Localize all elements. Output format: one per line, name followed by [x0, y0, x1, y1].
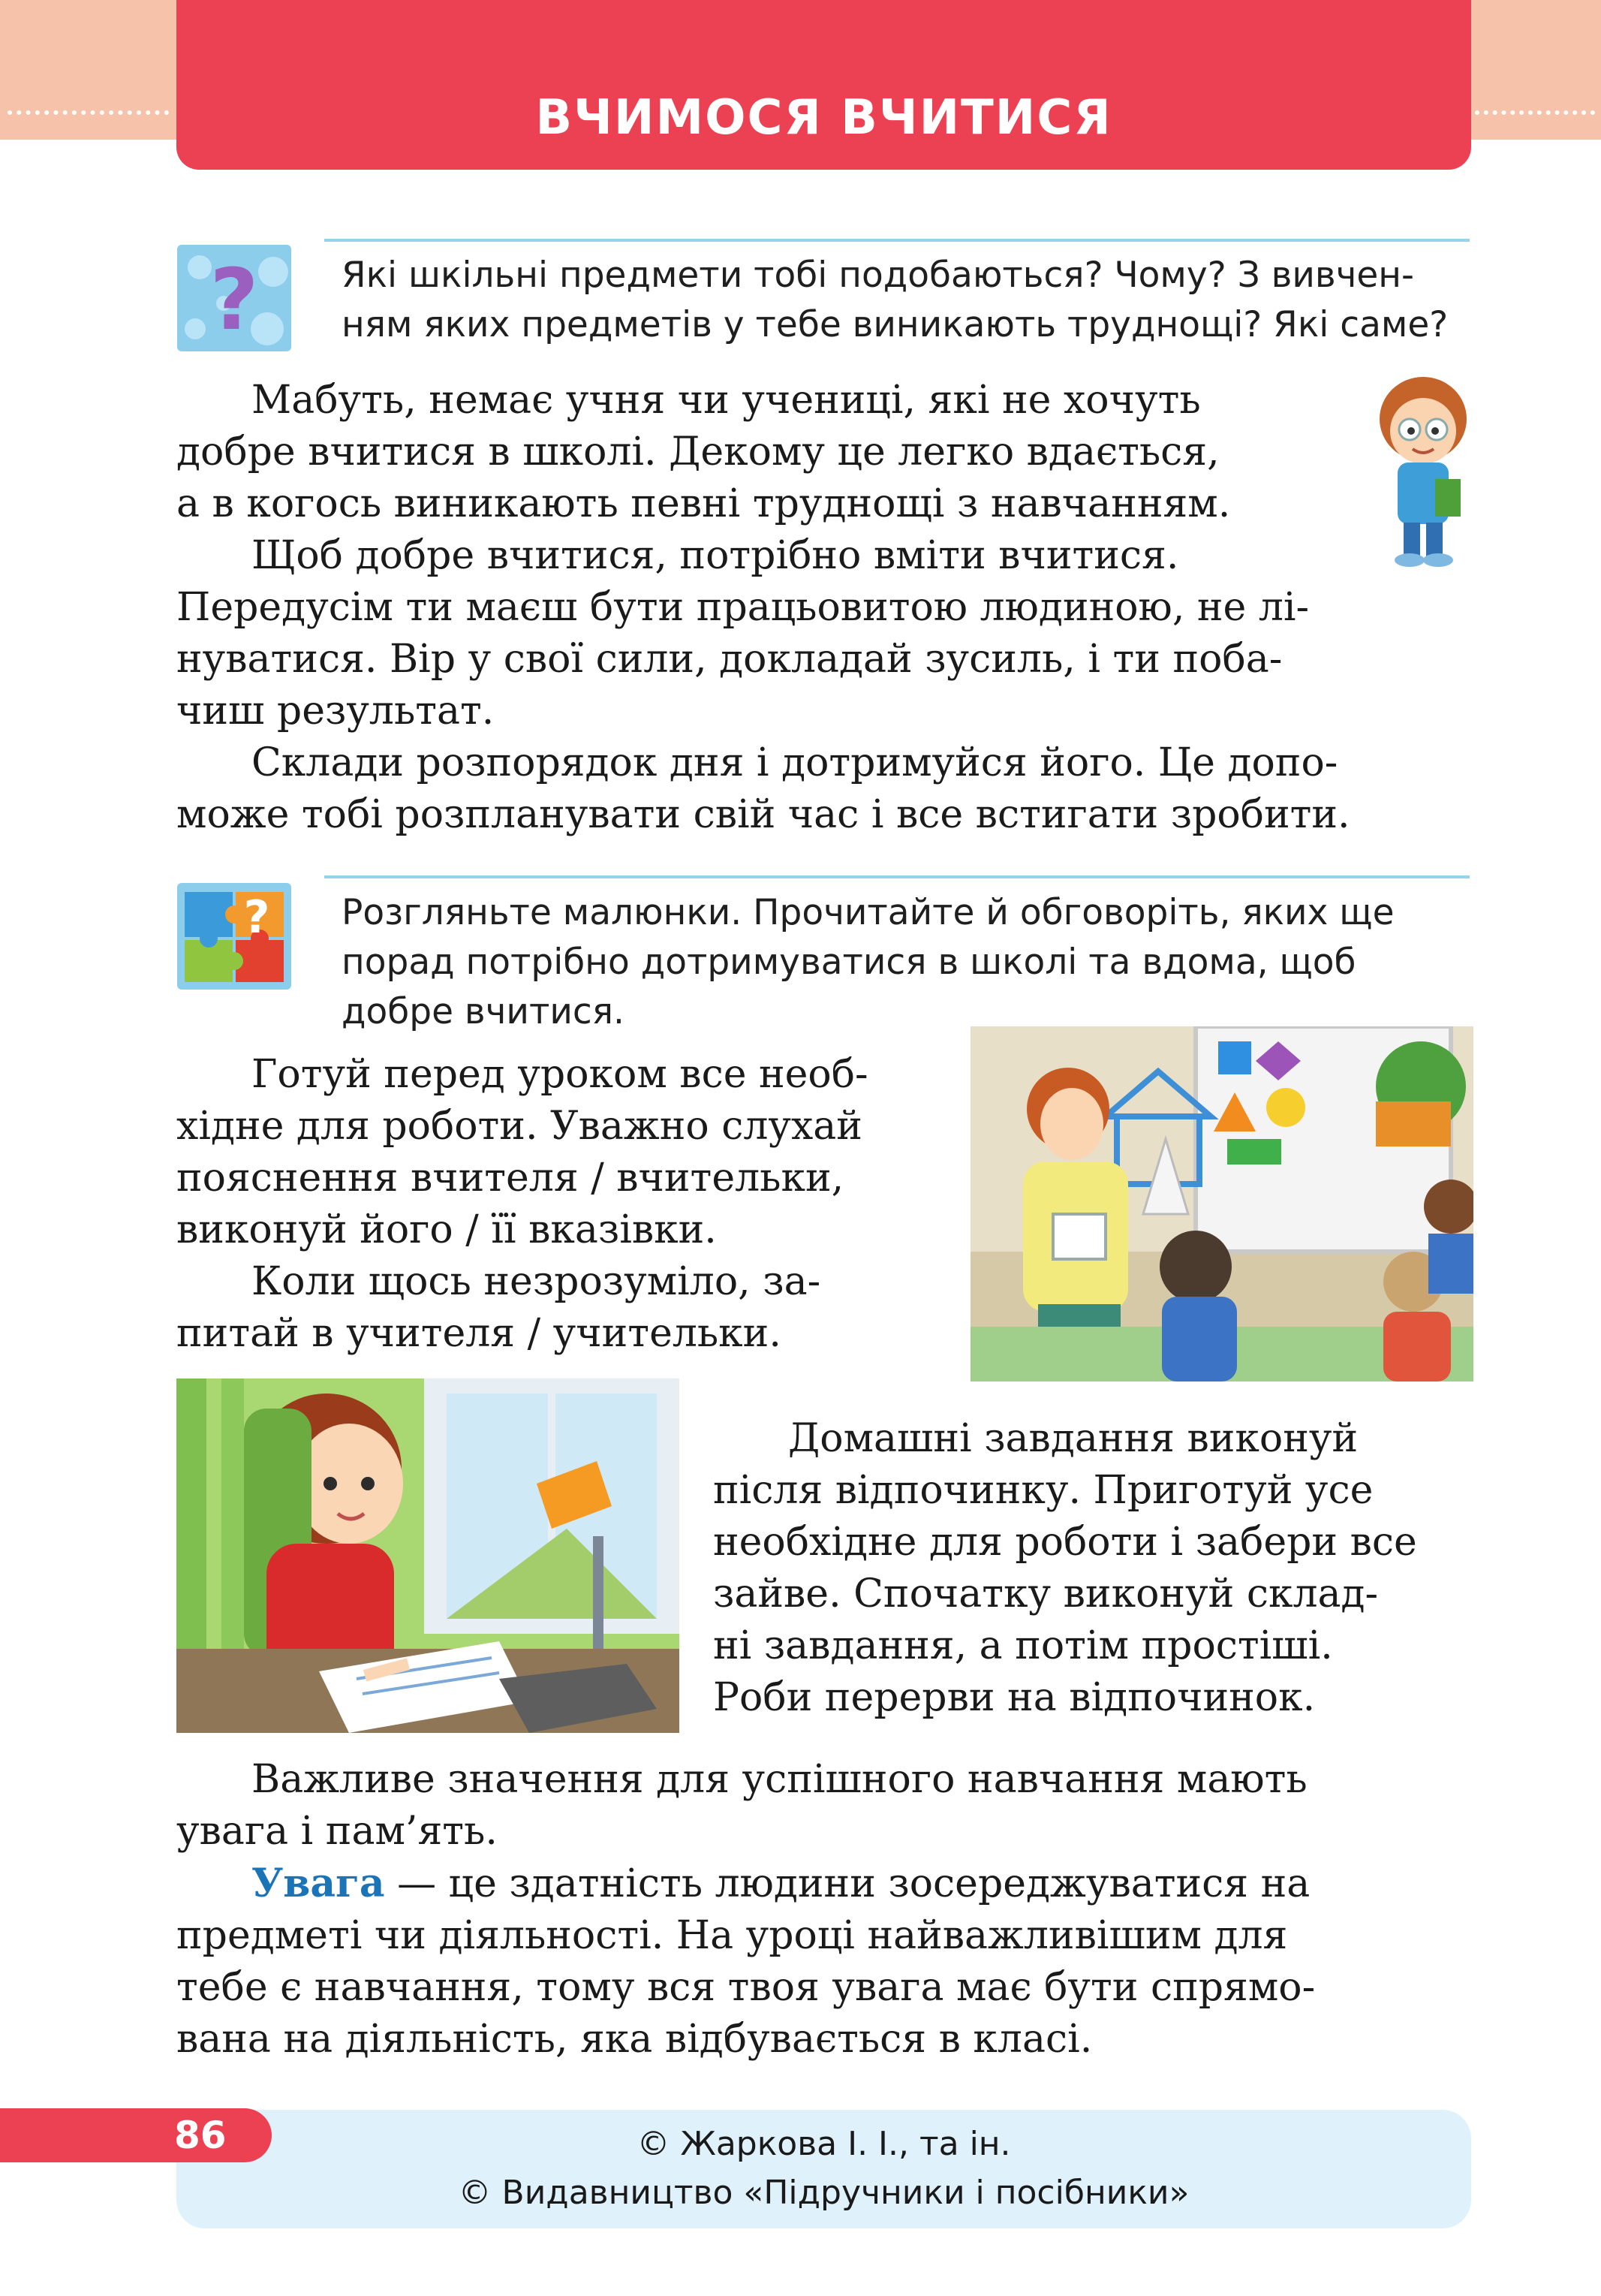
header-band-right — [1456, 0, 1601, 140]
text-line: після відпочинку. Приготуй усе — [713, 1468, 1374, 1513]
copyright-publisher: © Видавництво «Підручники і посібники» — [458, 2174, 1190, 2212]
text-line: Домашні завдання виконуй — [788, 1416, 1359, 1461]
intro-paragraph-2 — [176, 582, 1469, 841]
text-line: Щоб добре вчитися, потрібно вміти вчитися. — [251, 533, 1179, 578]
dotted-rule-left — [8, 110, 169, 115]
term-attention: Увага — [251, 1861, 385, 1906]
text-line: зайве. Спочатку виконуй склад- — [713, 1571, 1379, 1617]
text-line: а в когось виникають певні труднощі з навчанням. — [176, 481, 1231, 526]
text-line: увага і пам’ять. — [176, 1809, 498, 1854]
section-title: ВЧИМОСЯ ВЧИТИСЯ — [535, 90, 1112, 146]
page-number: 86 — [174, 2114, 227, 2157]
boy-illustration — [1374, 374, 1475, 571]
text-line: чиш результат. — [176, 688, 495, 734]
text-line: необхідне для роботи і забери все — [713, 1520, 1417, 1565]
attention-paragraph — [176, 1754, 1470, 2065]
text-line: Роби перерви на відпочинок. — [713, 1675, 1316, 1720]
classroom-illustration — [971, 1026, 1473, 1382]
definition-text: — це здатність людини зосереджуватися на — [384, 1861, 1311, 1906]
text-line: нуватися. Вір у свої сили, докладай зусиль, і ти поба- — [176, 637, 1283, 682]
homework-illustration — [176, 1379, 679, 1733]
task-line: Які шкільні предмети тобі подобаються? Чому? З вивчен- — [342, 255, 1414, 296]
svg-text:?: ? — [243, 891, 270, 944]
homework-advice — [713, 1413, 1470, 1724]
text-line: ні завдання, а потім простіші. — [713, 1623, 1333, 1668]
task-divider — [324, 875, 1470, 878]
task-line: добре вчитися. — [342, 991, 624, 1032]
copyright-authors: © Жаркова І. І., та ін. — [636, 2125, 1011, 2163]
text-line: питай в учителя / учительки. — [176, 1311, 781, 1356]
text-line: тебе є навчання, тому вся твоя увага має бути спрямо- — [176, 1965, 1316, 2010]
text-line: Мабуть, немає учня чи учениці, які не хочуть — [251, 378, 1201, 423]
dotted-rule-right — [1475, 110, 1595, 115]
text-line: Склади розпорядок дня і дотримуйся його. Це допо- — [251, 740, 1338, 785]
text-line: хідне для роботи. Уважно слухай — [176, 1104, 862, 1149]
task-line: Розгляньте малюнки. Прочитайте й обговоріть, яких ще — [342, 892, 1395, 933]
text-line: пояснення вчителя / вчительки, — [176, 1156, 844, 1201]
text-line: виконуй його / її вказівки. — [176, 1207, 717, 1252]
puzzle-icon — [177, 883, 291, 990]
text-line: добре вчитися в школі. Декому це легко вдається, — [176, 429, 1220, 475]
task-line: ням яких предметів у тебе виникають труднощі? Які саме? — [342, 304, 1449, 345]
text-line: Важливе значення для успішного навчання мають — [251, 1757, 1308, 1802]
text-line: вана на діяльність, яка відбувається в класі. — [176, 2017, 1093, 2062]
text-line: може тобі розпланувати свій час і все встигати зробити. — [176, 792, 1350, 837]
task-divider — [324, 239, 1470, 242]
svg-text:?: ? — [209, 252, 259, 349]
definition-line — [176, 1858, 1470, 1910]
classroom-advice — [176, 1049, 934, 1360]
text-line: предметі чи діяльності. На уроці найважливішим для — [176, 1913, 1288, 1958]
text-line: Передусім ти маєш бути працьовитою людиною, не лі- — [176, 585, 1310, 630]
task-line: порад потрібно дотримуватися в школі та вдома, щоб — [342, 942, 1356, 983]
text-line: Готуй перед уроком все необ- — [251, 1052, 868, 1097]
text-line: Коли щось незрозуміло, за- — [251, 1259, 821, 1304]
question-mark-icon — [177, 245, 291, 351]
task-instruction — [342, 888, 1469, 1037]
header-band-left — [0, 0, 195, 140]
task-question — [342, 251, 1469, 350]
intro-paragraph-1 — [176, 375, 1336, 582]
